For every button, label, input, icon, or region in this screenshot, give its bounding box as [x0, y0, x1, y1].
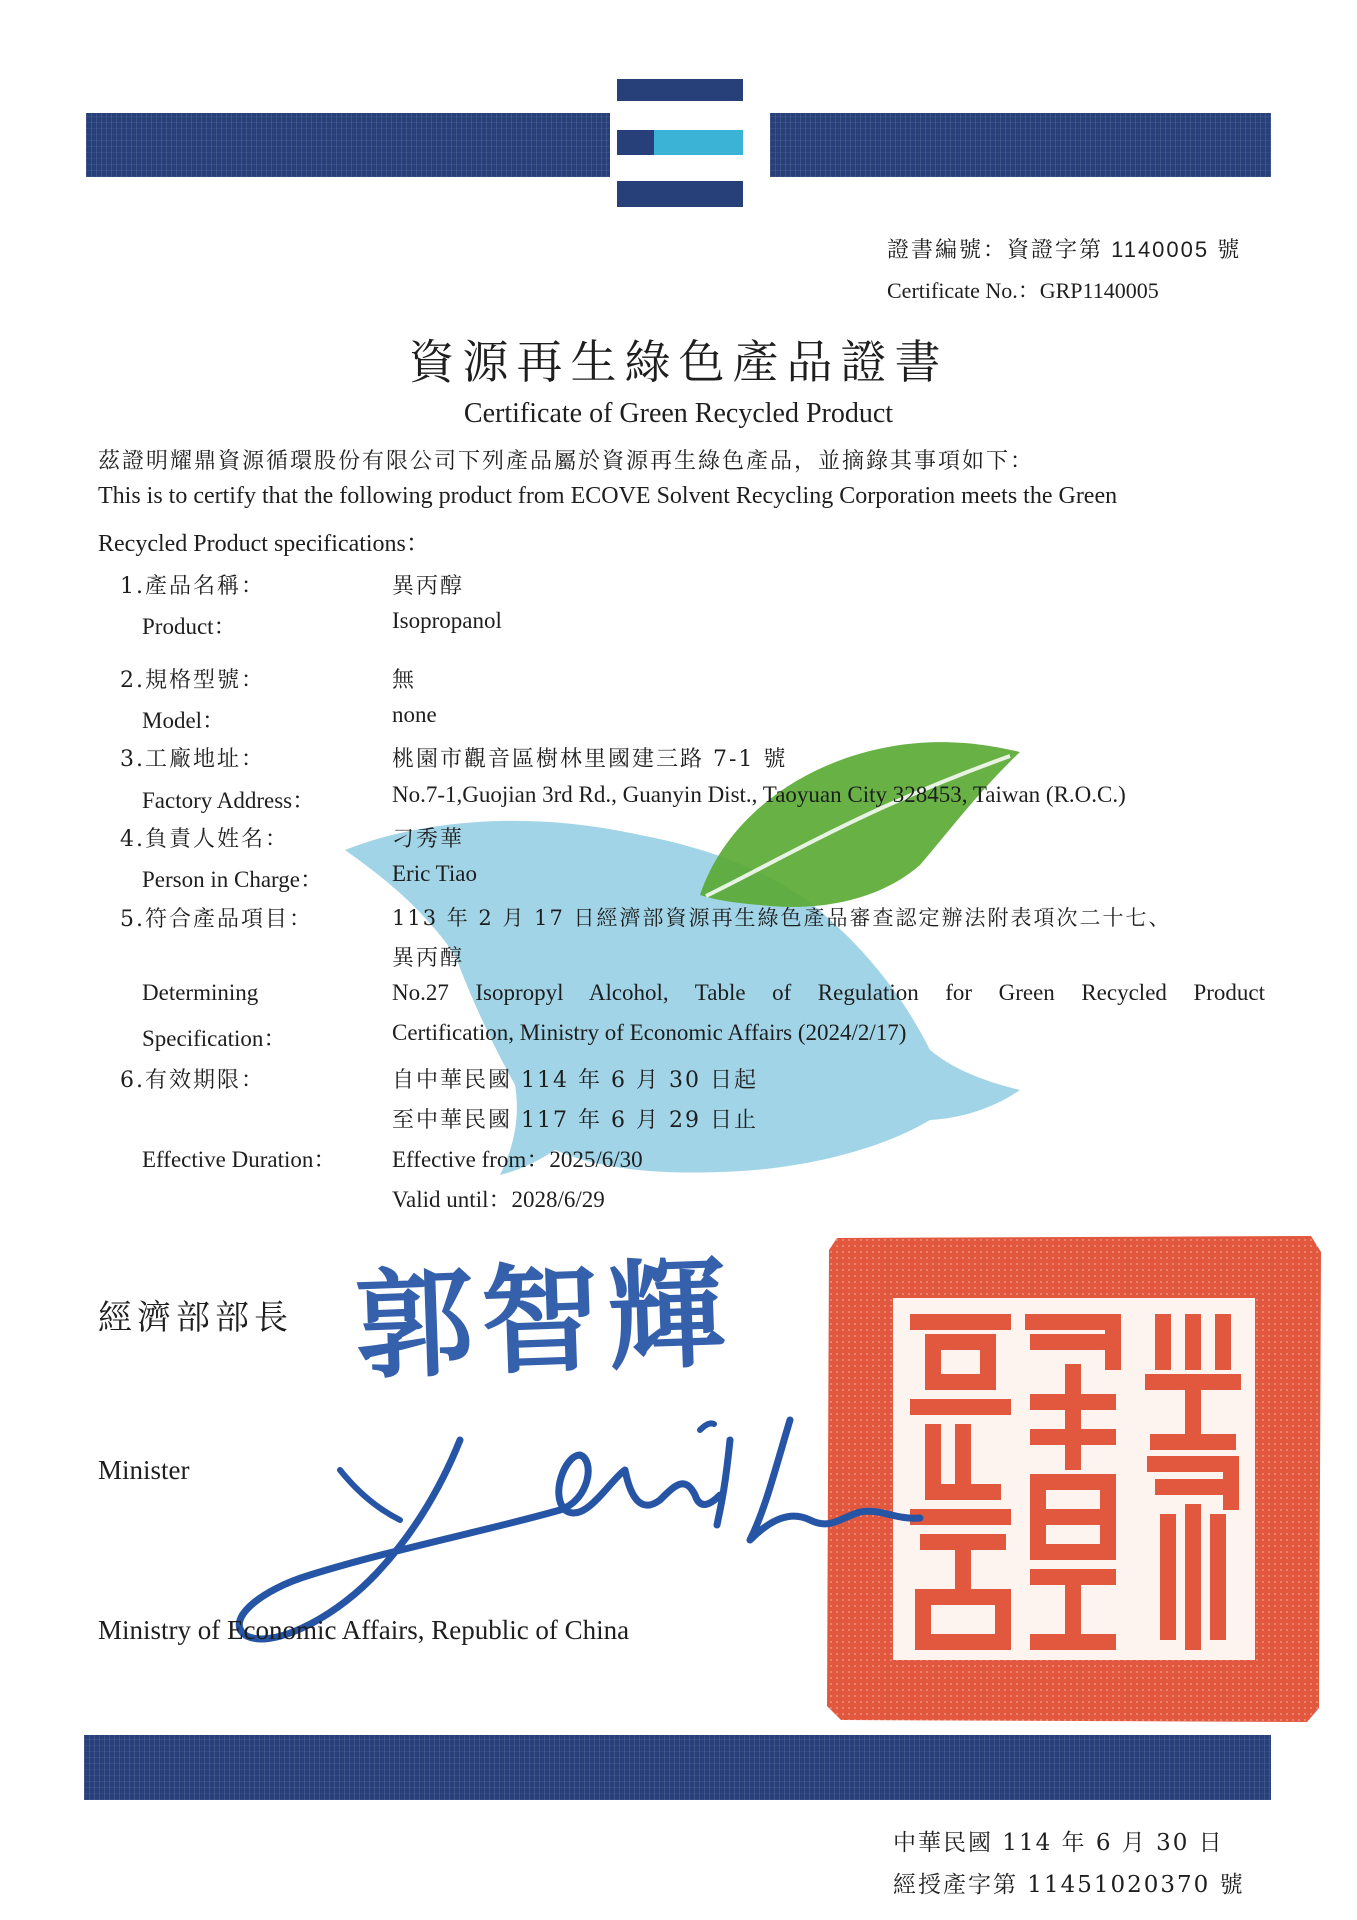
spec-value-en-1: No.27 Isopropyl Alcohol, Table of Regulation for Green Recycled Product: [392, 980, 1265, 1005]
intro-zh: 茲證明耀鼎資源循環股份有限公司下列產品屬於資源再生綠色產品，並摘錄其事項如下：: [98, 449, 1035, 474]
intro-en-line2: Recycled Product specifications：: [98, 531, 430, 557]
model-label-en: Model：: [142, 708, 226, 733]
spec-value-zh-2: 異丙醇: [392, 946, 465, 971]
authorization-number-zh: 經授產字第 11451020370 號: [893, 1872, 1245, 1898]
factory-label-zh: 3.工廠地址：: [120, 747, 265, 772]
intro-en-line1: This is to certify that the following product from ECOVE Solvent Recycling Corporation meets the Green: [98, 483, 1118, 509]
factory-value-zh: 桃園市觀音區樹林里國建三路 7-1 號: [392, 747, 788, 772]
duration-value-zh-1: 自中華民國 114 年 6 月 30 日起: [392, 1068, 758, 1093]
duration-value-en-1: Effective from：2025/6/30: [392, 1147, 643, 1172]
duration-label-zh: 6.有效期限：: [120, 1068, 265, 1093]
duration-label-en: Effective Duration：: [142, 1147, 337, 1172]
factory-value-en: No.7-1,Guojian 3rd Rd., Guanyin Dist., Taoyuan City 328453, Taiwan (R.O.C.): [392, 782, 1126, 807]
product-label-en: Product：: [142, 614, 237, 639]
title-zh: 資源再生綠色產品證書: [408, 335, 949, 389]
spec-label-en-1: Determining: [142, 980, 259, 1005]
certificate-number-zh: 證書編號：資證字第 1140005 號: [887, 237, 1242, 262]
model-label-zh: 2.規格型號：: [120, 668, 265, 693]
duration-value-en-2: Valid until：2028/6/29: [392, 1187, 605, 1212]
certificate-number-en: Certificate No.：GRP1140005: [887, 278, 1159, 303]
minister-title-zh: 經濟部部長: [98, 1298, 293, 1338]
person-value-zh: 刁秀華: [392, 827, 465, 852]
factory-label-en: Factory Address：: [142, 788, 316, 813]
spec-label-zh: 5.符合產品項目：: [120, 907, 313, 932]
product-value-zh: 異丙醇: [392, 574, 465, 599]
spec-label-en-2: Specification：: [142, 1026, 287, 1051]
title-en: Certificate of Green Recycled Product: [463, 398, 894, 429]
minister-name-calligraphy: 郭智輝: [353, 1244, 736, 1396]
minister-title-en: Minister: [98, 1455, 190, 1485]
footer-band: [84, 1735, 1271, 1800]
product-label-zh: 1.產品名稱：: [120, 574, 265, 599]
model-value-en: none: [392, 702, 437, 727]
spec-value-zh-1: 113 年 2 月 17 日經濟部資源再生綠色產品審查認定辦法附表項次二十七、: [392, 906, 1172, 930]
spec-value-en-2: Certification, Ministry of Economic Affairs (2024/2/17): [392, 1020, 907, 1045]
person-value-en: Eric Tiao: [392, 861, 477, 886]
person-label-en: Person in Charge：: [142, 867, 324, 892]
product-value-en: Isopropanol: [392, 608, 502, 633]
ministry-name-en: Ministry of Economic Affairs, Republic of China: [98, 1615, 630, 1645]
issue-date-zh: 中華民國 114 年 6 月 30 日: [893, 1830, 1224, 1856]
person-label-zh: 4.負責人姓名：: [120, 827, 289, 852]
duration-value-zh-2: 至中華民國 117 年 6 月 29 日止: [392, 1108, 758, 1133]
model-value-zh: 無: [392, 668, 417, 693]
